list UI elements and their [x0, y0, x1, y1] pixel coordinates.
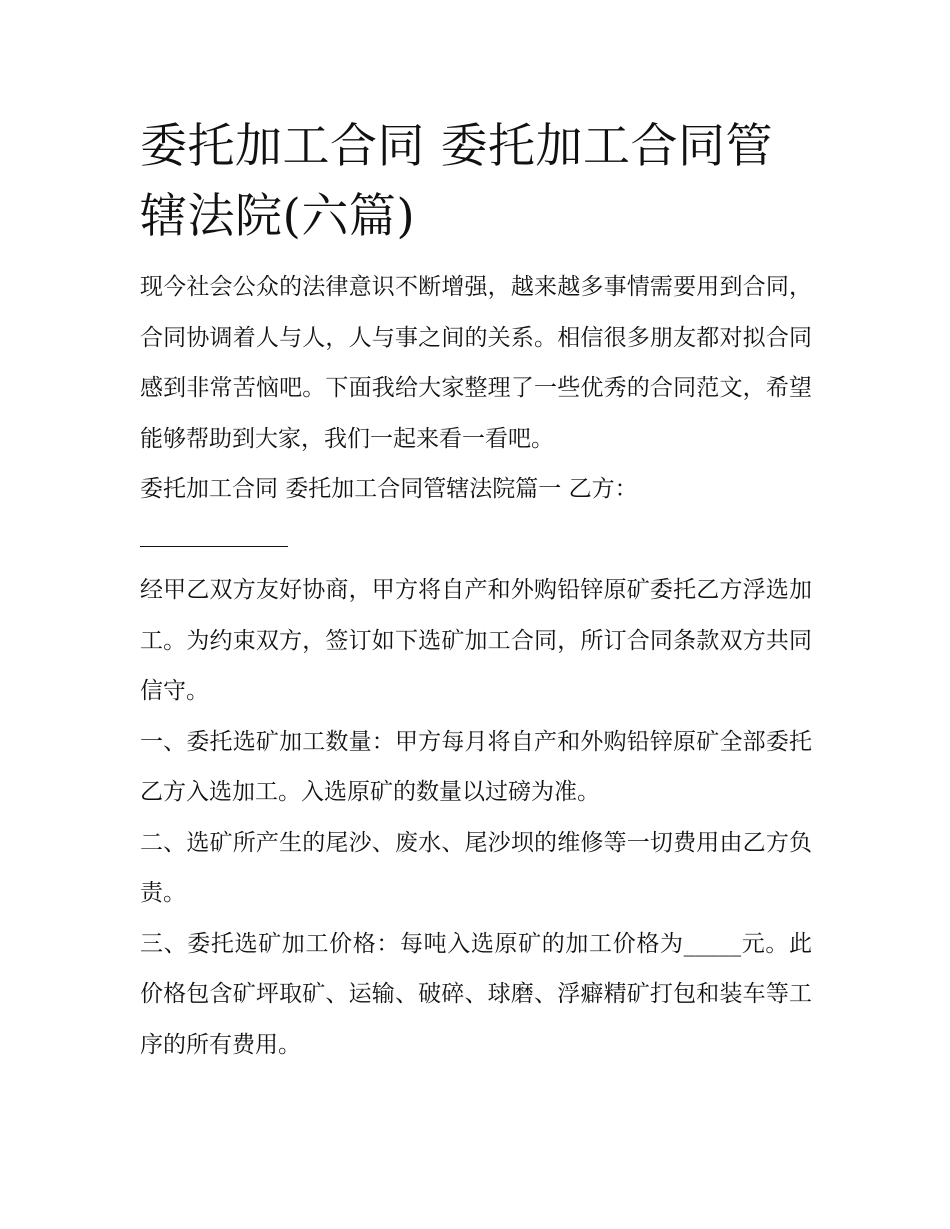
paragraph-clause-1: 一、委托选矿加工数量：甲方每月将自产和外购铅锌原矿全部委托乙方入选加工。入选原矿的数量以过磅为准。 — [140, 728, 812, 805]
section-heading: 委托加工合同 委托加工合同管辖法院篇一 乙方： — [140, 476, 638, 502]
document-page — [140, 112, 812, 1070]
document-title: 委托加工合同 委托加工合同管辖法院(六篇) — [140, 119, 773, 244]
paragraph-clause-3: 三、委托选矿加工价格：每吨入选原矿的加工价格为_____元。此价格包含矿坪取矿、运输、破碎、球磨、浮癖精矿打包和装车等工序的所有费用。 — [140, 930, 812, 1058]
signature-blank-line — [140, 515, 812, 566]
blank-underline — [140, 516, 288, 547]
intro-paragraph: 现今社会公众的法律意识不断增强，越来越多事情需要用到合同，合同协调着人与人，人与事之间的关系。相信很多朋友都对拟合同感到非常苦恼吧。下面我给大家整理了一些优秀的合同范文，希望能够帮助到大家，我们一起来看一看吧。 — [140, 274, 812, 452]
document-body — [140, 262, 812, 1070]
paragraph-clause-2: 二、选矿所产生的尾沙、废水、尾沙坝的维修等一切费用由乙方负责。 — [140, 829, 812, 906]
paragraph-agreement: 经甲乙双方友好协商，甲方将自产和外购铅锌原矿委托乙方浮选加工。为约束双方，签订如下选矿加工合同，所订合同条款双方共同信守。 — [140, 577, 812, 704]
